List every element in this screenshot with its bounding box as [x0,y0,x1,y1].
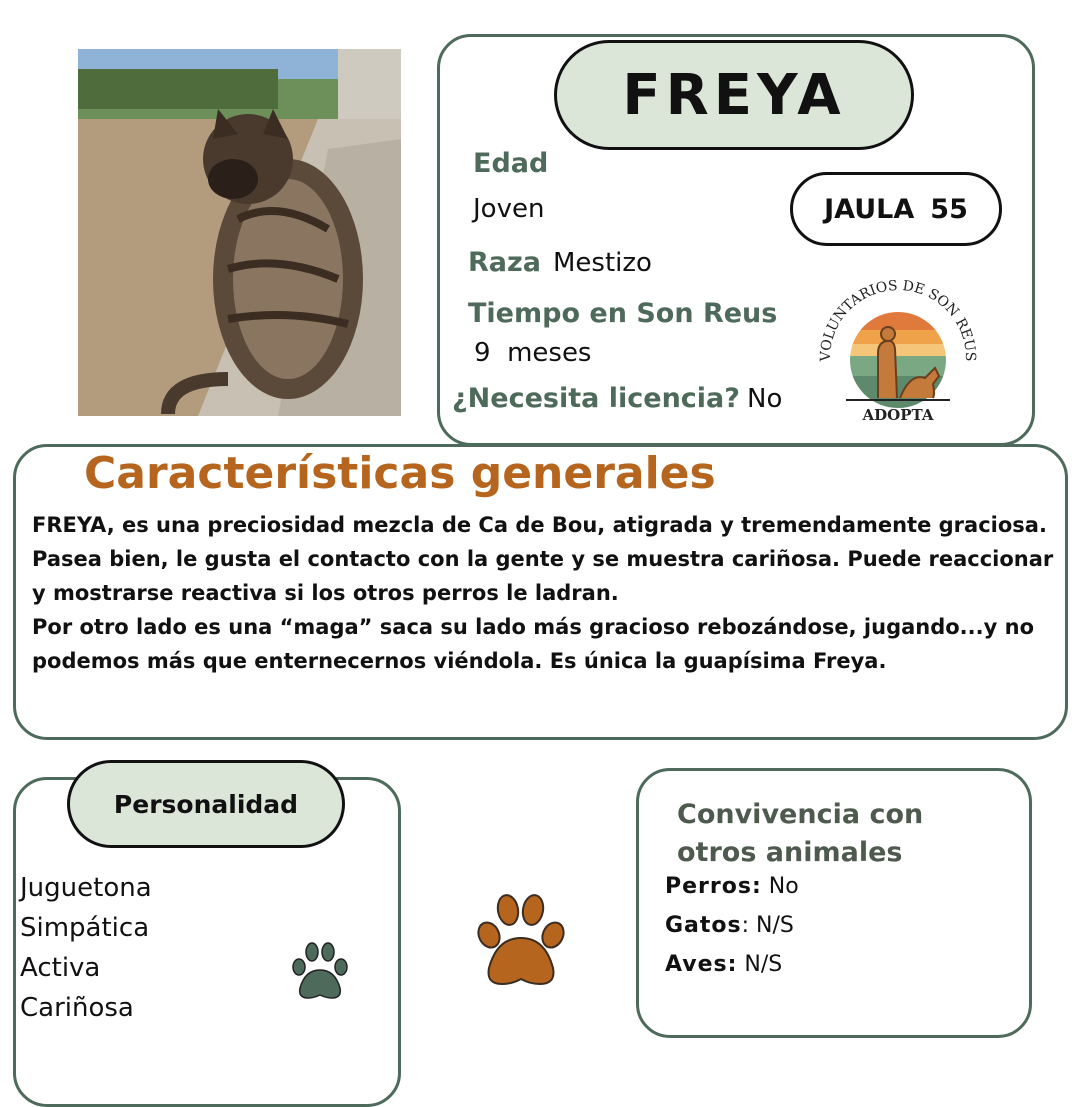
convivencia-title-line-1: Convivencia con [677,799,924,830]
tiempo-label: Tiempo en Son Reus [468,298,778,329]
convivencia-gatos [665,913,794,938]
convivencia-title [677,796,923,872]
tiempo-value: 9 meses [474,338,592,368]
dog-photo [78,49,401,416]
gatos-value: : N/S [741,913,794,938]
perros-label: Perros: [665,874,762,899]
licencia-value: No [747,384,783,414]
caracteristicas-paragraph-2: Por otro lado es una “maga” saca su lado más gracioso rebozándose, jugando...y no podemos más que enternecernos viéndola. Es única la guapísima Freya. [32,615,1034,673]
convivencia-title-line-2: otros animales [677,837,903,868]
aves-label: Aves: [665,952,738,977]
trait-item: Activa [20,953,101,983]
paw-icon-green [290,940,350,1002]
son-reus-logo [818,280,978,425]
edad-label: Edad [473,148,549,179]
logo-arc-text: VOLUNTARIOS DE SON REUS [818,280,978,362]
paw-icon-brown [475,890,567,990]
perros-value: No [768,874,799,899]
jaula-number: 55 [930,193,968,225]
aves-value: N/S [744,952,783,977]
dog-name: FREYA [554,40,914,150]
raza-label: Raza [468,247,541,278]
gatos-label: Gatos [665,913,742,938]
caracteristicas-title: Características generales [84,448,716,499]
licencia-label: ¿Necesita licencia? [452,383,740,414]
trait-item: Cariñosa [20,993,134,1023]
trait-item: Simpática [20,913,150,943]
logo-bottom-text: ADOPTA [862,406,934,424]
jaula-badge [790,172,1002,246]
raza-value: Mestizo [553,248,652,278]
trait-item: Juguetona [20,873,152,903]
convivencia-aves [665,952,782,977]
caracteristicas-paragraph-1: FREYA, es una preciosidad mezcla de Ca de Bou, atigrada y tremendamente graciosa. Pasea bien, le gusta el contacto con la gente y se muestra cariñosa. Puede reaccionar y mostrarse reactiva si los otros perros le ladran. [32,513,1054,605]
convivencia-perros [665,874,799,899]
edad-value: Joven [473,194,545,224]
traits-list [20,868,152,1028]
personalidad-title: Personalidad [67,760,345,848]
jaula-label: JAULA [824,193,915,225]
caracteristicas-text [32,508,1057,678]
